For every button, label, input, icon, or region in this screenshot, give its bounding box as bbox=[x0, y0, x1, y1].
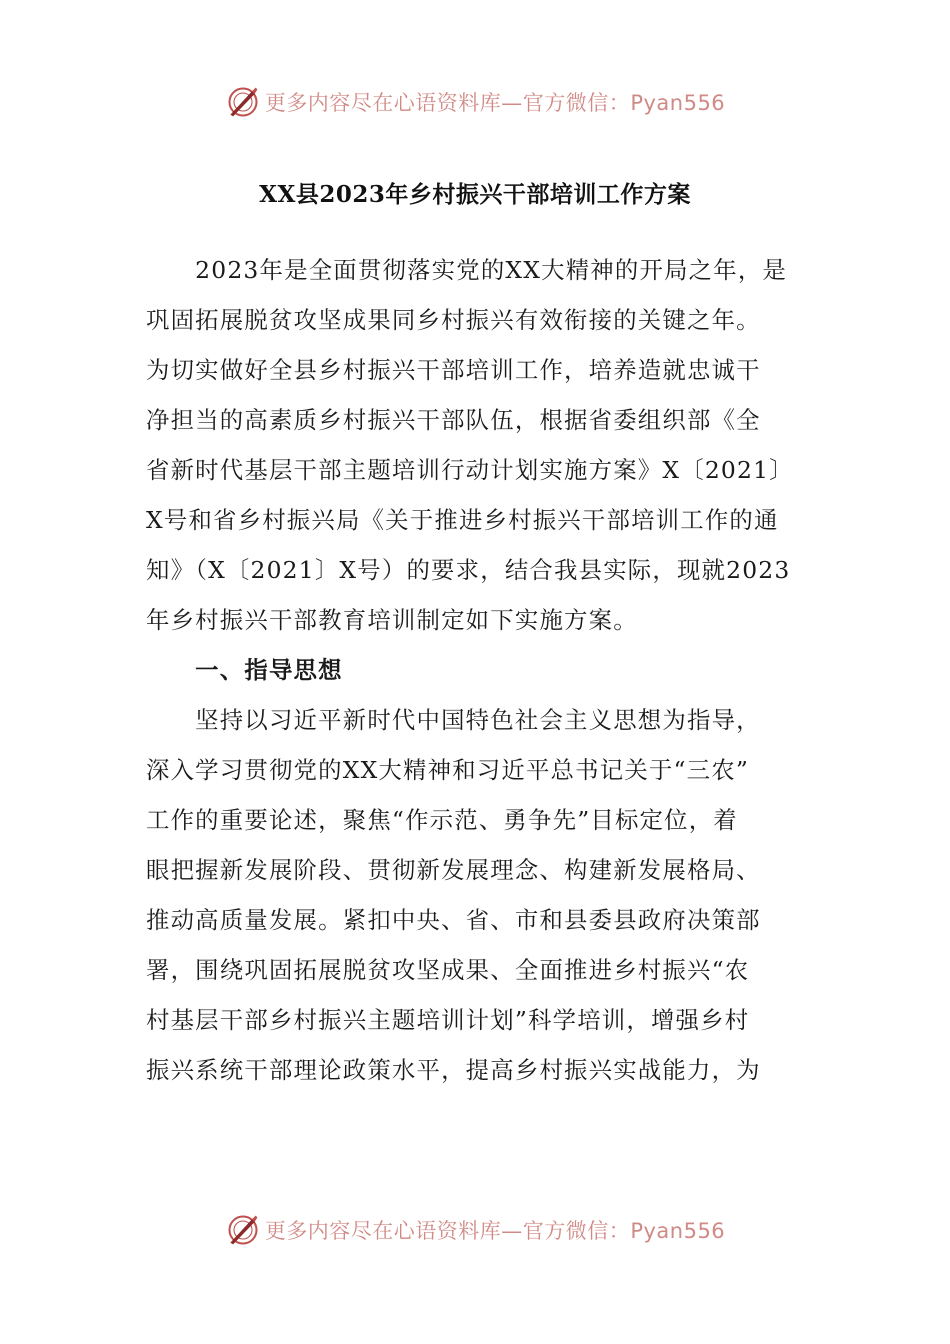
text-line: 工作的重要论述，聚焦“作示范、勇争先”目标定位，着 bbox=[146, 806, 738, 834]
text-line: 净担当的高素质乡村振兴干部队伍，根据省委组织部《全 bbox=[146, 406, 761, 434]
text-line: 为切实做好全县乡村振兴干部培训工作，培养造就忠诚干 bbox=[146, 356, 761, 384]
pen-in-circle-icon bbox=[225, 1212, 261, 1248]
text-line: 眼把握新发展阶段、贯彻新发展理念、构建新发展格局、 bbox=[146, 856, 761, 884]
text-line: 推动高质量发展。紧扣中央、省、市和县委县政府决策部 bbox=[146, 906, 761, 934]
text-line: 2023年是全面贯彻落实党的XX大精神的开局之年，是 bbox=[146, 256, 788, 284]
wechat-id: Pyan556 bbox=[630, 1219, 726, 1243]
text-line: 知》（X〔2021〕X号）的要求，结合我县实际，现就2023 bbox=[146, 556, 791, 584]
watermark-text: 更多内容尽在心语资料库—官方微信：Pyan556 bbox=[264, 91, 726, 115]
text-line: 村基层干部乡村振兴主题培训计划”科学培训，增强乡村 bbox=[146, 1006, 750, 1034]
wechat-id: Pyan556 bbox=[630, 91, 726, 115]
text-line: 省新时代基层干部主题培训行动计划实施方案》X〔2021〕 bbox=[146, 456, 794, 484]
text-line: 巩固拓展脱贫攻坚成果同乡村振兴有效衔接的关键之年。 bbox=[146, 306, 761, 334]
text-line: 署，围绕巩固拓展脱贫攻坚成果、全面推进乡村振兴“农 bbox=[146, 956, 750, 984]
text-line: 振兴系统干部理论政策水平，提高乡村振兴实战能力，为 bbox=[146, 1056, 761, 1084]
text-line: X号和省乡村振兴局《关于推进乡村振兴干部培训工作的通 bbox=[146, 506, 779, 534]
pen-in-circle-icon bbox=[225, 84, 261, 120]
text-line: 年乡村振兴干部教育培训制定如下实施方案。 bbox=[146, 606, 638, 634]
section-heading: 一、指导思想 bbox=[146, 656, 343, 684]
watermark-text: 更多内容尽在心语资料库—官方微信：Pyan556 bbox=[264, 1219, 726, 1243]
intro-paragraph bbox=[146, 245, 806, 1095]
document-title: XX县2023年乡村振兴干部培训工作方案 bbox=[259, 181, 691, 208]
text-line: 坚持以习近平新时代中国特色社会主义思想为指导， bbox=[146, 706, 761, 734]
header-watermark bbox=[0, 80, 950, 124]
footer-watermark bbox=[0, 1208, 950, 1252]
text-line: 深入学习贯彻党的XX大精神和习近平总书记关于“三农” bbox=[146, 756, 750, 784]
